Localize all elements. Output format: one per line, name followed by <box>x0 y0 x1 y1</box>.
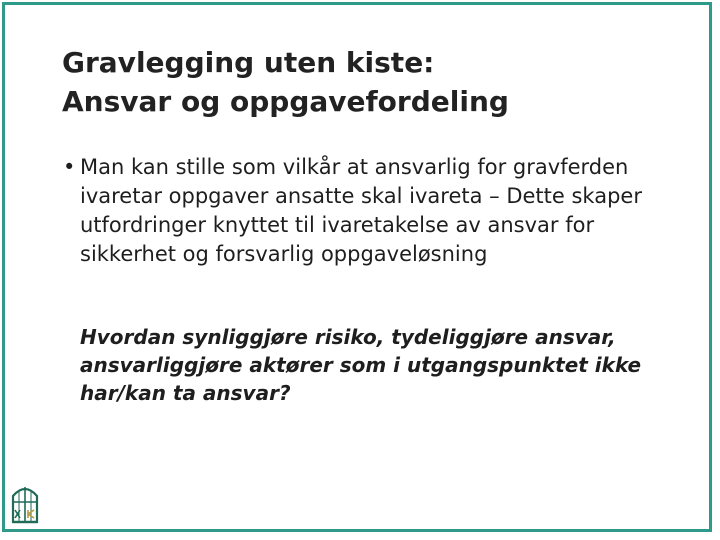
slide-frame <box>2 2 712 532</box>
bullet-list <box>63 153 683 269</box>
bullet-item <box>63 153 683 269</box>
slide-title <box>62 43 682 121</box>
slide-title-line-1: Gravlegging uten kiste: <box>62 46 435 79</box>
bullet-marker: • <box>63 155 76 179</box>
bullet-text: Man kan stille som vilkår at ansvarlig for gravferden ivaretar oppgaver ansatte skal ivareta – Dette skaper utfordringer knyttet til ivaretakelse av ansvar for sikkerhet og forsvarlig oppgaveløsning <box>80 155 642 266</box>
slide-title-line-2: Ansvar og oppgavefordeling <box>62 85 509 118</box>
emphasized-question: Hvordan synliggjøre risiko, tydeliggjøre ansvar, ansvarliggjøre aktører som i utgangspunktet ikke har/kan ta ansvar? <box>80 325 642 405</box>
church-window-logo-icon <box>10 482 40 524</box>
